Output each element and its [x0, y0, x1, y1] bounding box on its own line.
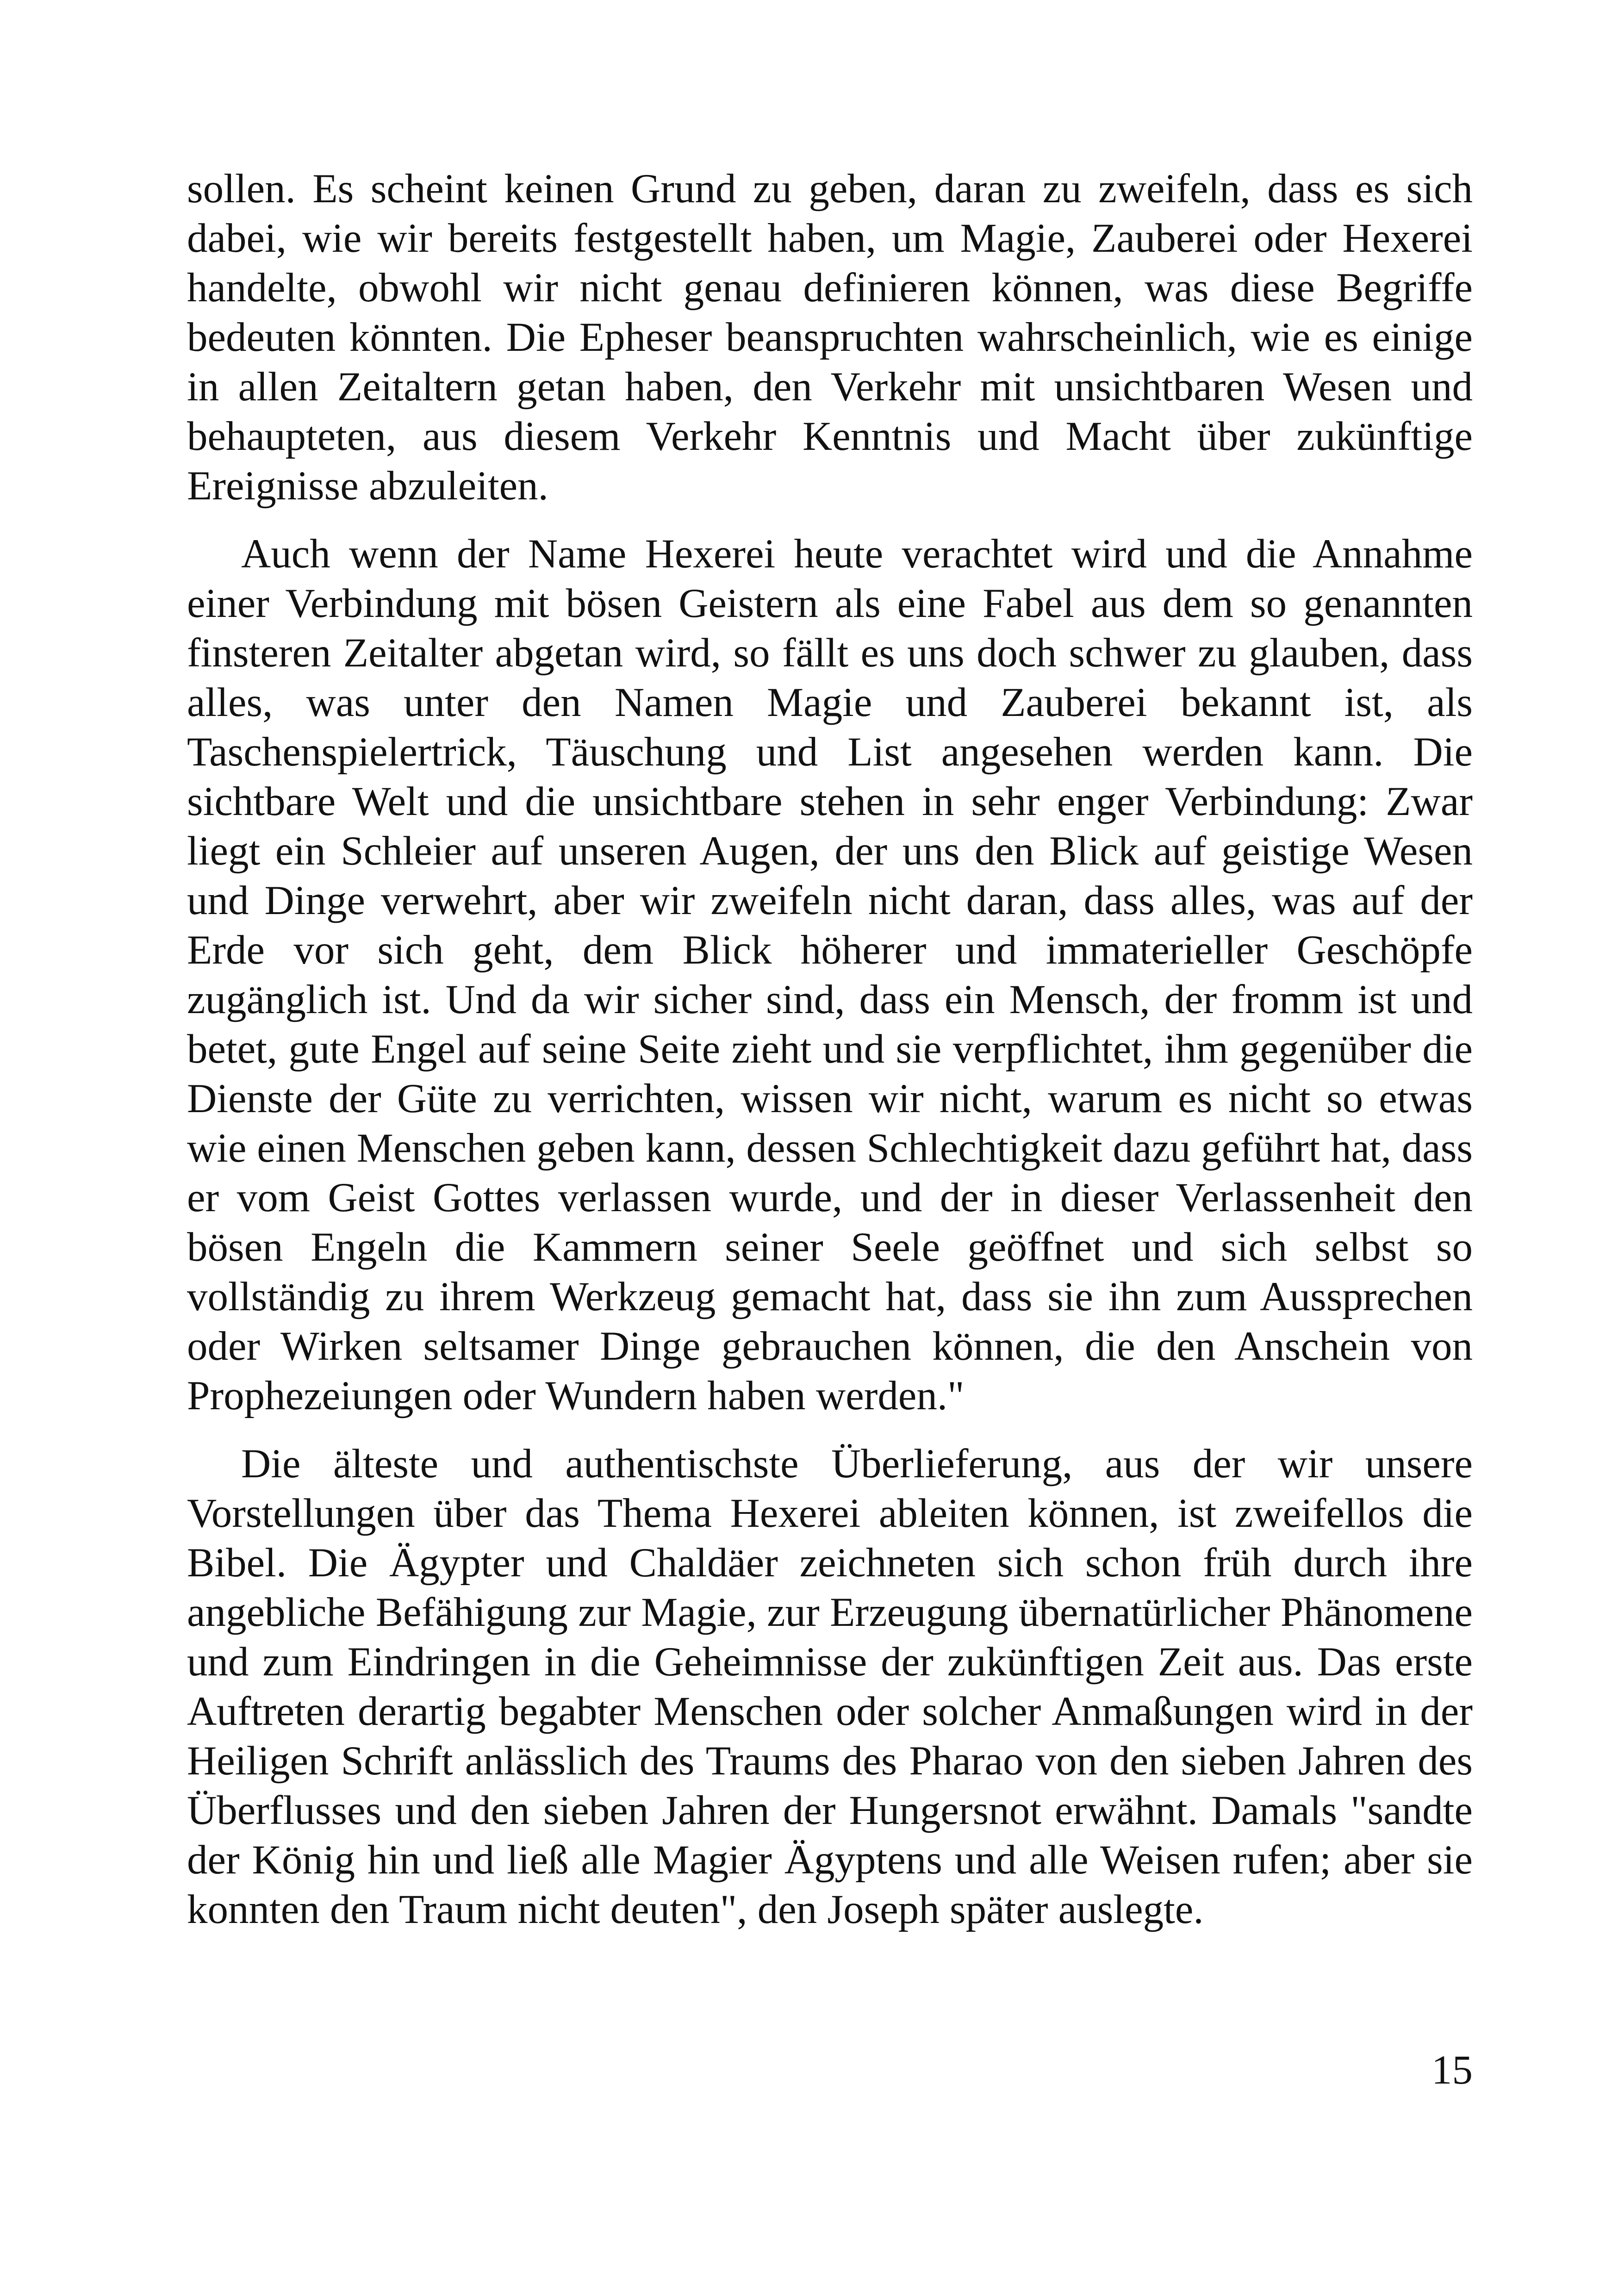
paragraph-1: sollen. Es scheint keinen Grund zu geben, daran zu zweifeln, dass es sich dabei, wie wir bereits festgestellt haben, um Magie, Zauberei oder Hexerei handelte, obwohl wir nicht genau definieren können, was diese Begriffe bedeuten könnten. Die Epheser beanspruchten wahrscheinlich, wie es einige in allen Zeitaltern getan haben, den Verkehr mit unsichtbaren Wesen und behaupteten, aus diesem Verkehr Kenntnis und Macht über zukünftige Ereignisse abzuleiten. — [187, 166, 1473, 509]
page-number: 15 — [1431, 2047, 1473, 2093]
body-text — [187, 164, 1473, 1953]
paragraph-3: Die älteste und authentischste Überlieferung, aus der wir unsere Vorstellungen über das Thema Hexerei ableiten können, ist zweifellos die Bibel. Die Ägypter und Chaldäer zeichneten sich schon früh durch ihre angebliche Befähigung zur Magie, zur Erzeugung übernatürlicher Phänomene und zum Eindringen in die Geheimnisse der zukünftigen Zeit aus. Das erste Auftreten derartig begabter Menschen oder solcher Anmaßungen wird in der Heiligen Schrift anlässlich des Traums des Pharao von den sieben Jahren des Überflusses und den sieben Jahren der Hungersnot erwähnt. Damals "sandte der König hin und ließ alle Magier Ägyptens und alle Weisen rufen; aber sie konnten den Traum nicht deuten", den Joseph später auslegte. — [187, 1441, 1473, 1932]
paragraph-2: Auch wenn der Name Hexerei heute verachtet wird und die Annahme einer Verbindung mit bösen Geistern als eine Fabel aus dem so genannten finsteren Zeitalter abgetan wird, so fällt es uns doch schwer zu glauben, dass alles, was unter den Namen Magie und Zauberei bekannt ist, als Taschenspielertrick, Täuschung und List angesehen werden kann. Die sichtbare Welt und die unsichtbare stehen in sehr enger Verbindung: Zwar liegt ein Schleier auf unseren Augen, der uns den Blick auf geistige Wesen und Dinge verwehrt, aber wir zweifeln nicht daran, dass alles, was auf der Erde vor sich geht, dem Blick höherer und immaterieller Geschöpfe zugänglich ist. Und da wir sicher sind, dass ein Mensch, der fromm ist und betet, gute Engel auf seine Seite zieht und sie verpflichtet, ihm gegenüber die Dienste der Güte zu verrichten, wissen wir nicht, warum es nicht so etwas wie einen Menschen geben kann, dessen Schlechtigkeit dazu geführt hat, dass er vom Geist Gottes verlassen wurde, und der in dieser Verlassenheit den bösen Engeln die Kammern seiner Seele geöffnet und sich selbst so vollständig zu ihrem Werkzeug gemacht hat, dass sie ihn zum Aussprechen oder Wirken seltsamer Dinge gebrauchen können, die den Anschein von Prophezeiungen oder Wundern haben werden." — [187, 531, 1473, 1419]
